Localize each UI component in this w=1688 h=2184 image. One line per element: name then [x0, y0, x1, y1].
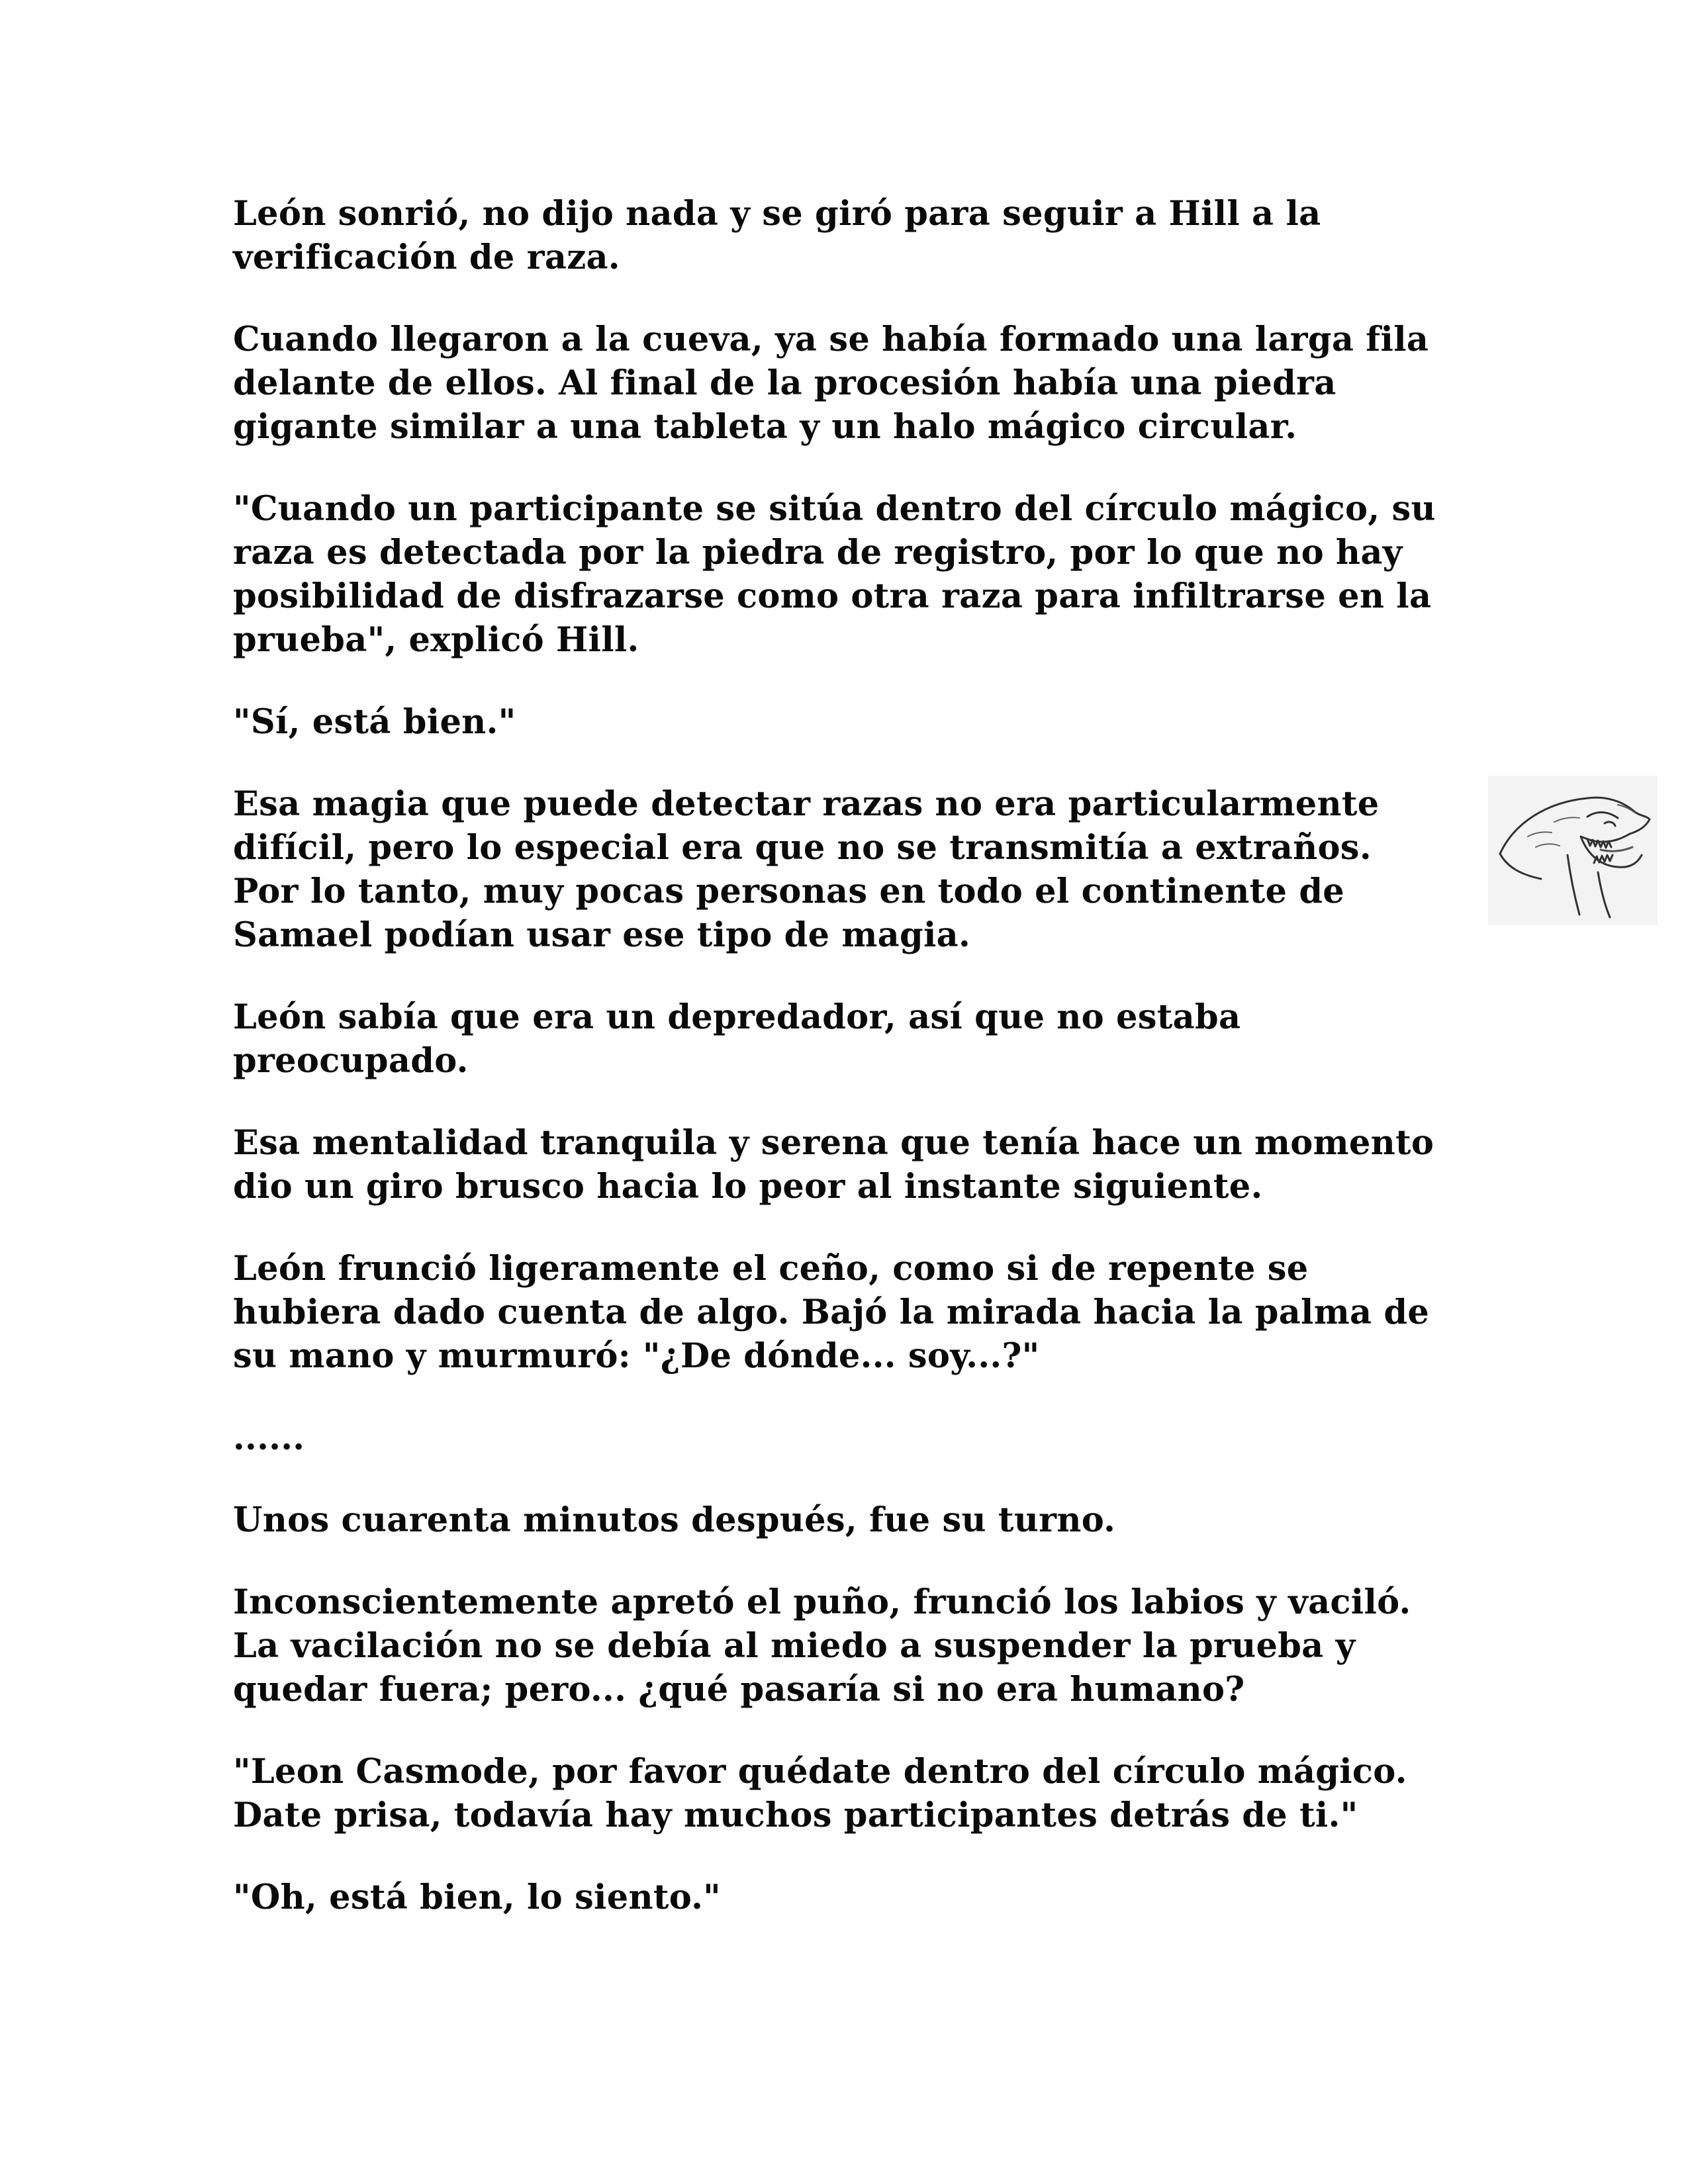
paragraph: Esa mentalidad tranquila y serena que tenía hace un momento dio un giro brusco hacia lo peor al instante siguiente.	[233, 1123, 1434, 1206]
paragraph: "Sí, está bien."	[233, 702, 516, 742]
paragraph: "Cuando un participante se sitúa dentro del círculo mágico, su raza es detectada por la piedra de registro, por lo que no hay posibilidad de disfrazarse como otra raza para infiltrarse en la prueba", explicó Hill.	[233, 489, 1436, 660]
paragraph: Cuando llegaron a la cueva, ya se había formado una larga fila delante de ellos. Al final de la procesión había una piedra gigante similar a una tableta y un halo mágico circular.	[233, 320, 1429, 447]
paragraph: Unos cuarenta minutos después, fue su turno.	[233, 1500, 1116, 1540]
body-text	[233, 192, 1504, 1958]
scene-break: ......	[233, 1418, 305, 1458]
paragraph: León frunció ligeramente el ceño, como si de repente se hubiera dado cuenta de algo. Bajó la mirada hacia la palma de su mano y murmuró: "¿De dónde... soy...?"	[233, 1249, 1430, 1376]
dinosaur-head-sketch-icon	[1488, 776, 1658, 925]
paragraph: "Leon Casmode, por favor quédate dentro del círculo mágico. Date prisa, todavía hay muchos participantes detrás de ti."	[233, 1752, 1407, 1835]
paragraph: "Oh, está bien, lo siento."	[233, 1878, 722, 1917]
paragraph: León sabía que era un depredador, así que no estaba preocupado.	[233, 997, 1241, 1081]
paragraph: Esa magia que puede detectar razas no era particularmente difícil, pero lo especial era que no se transmitía a extraños. Por lo tanto, muy pocas personas en todo el continente de Samael podían usar ese tipo de magia.	[233, 784, 1380, 955]
paragraph: León sonrió, no dijo nada y se giró para seguir a Hill a la verificación de raza.	[233, 194, 1321, 277]
paragraph: Inconscientemente apretó el puño, frunció los labios y vaciló. La vacilación no se debía al miedo a suspender la prueba y quedar fuera; pero... ¿qué pasaría si no era humano?	[233, 1582, 1411, 1709]
